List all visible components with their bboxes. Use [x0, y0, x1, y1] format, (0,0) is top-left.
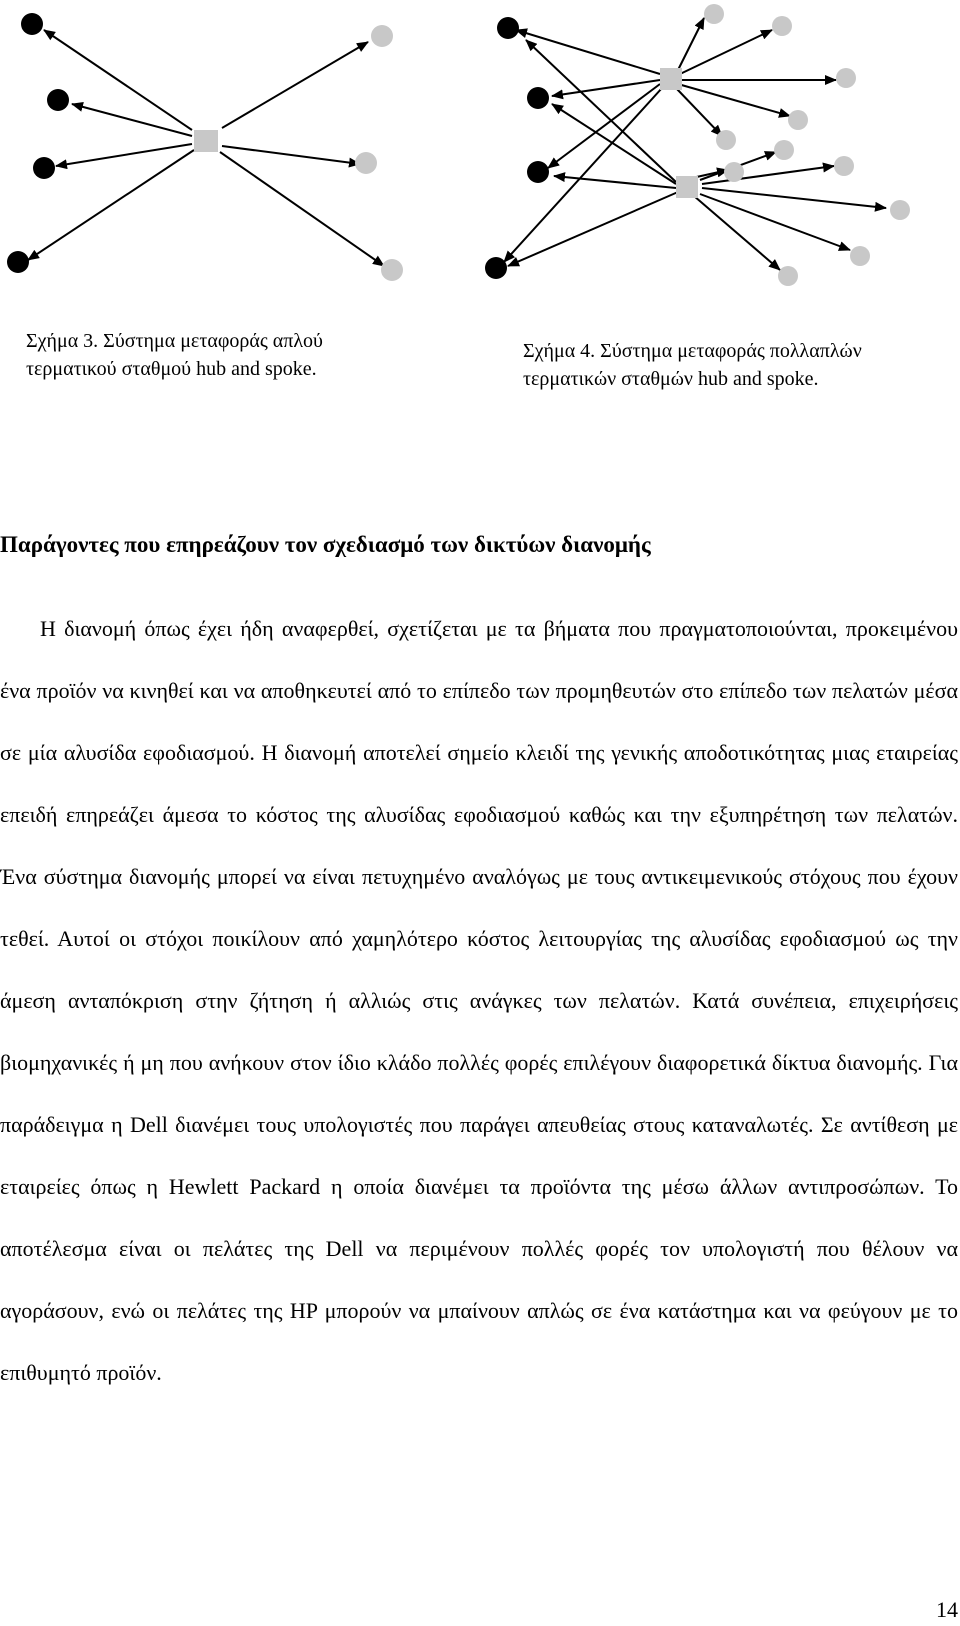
origin-nodes: [7, 13, 69, 273]
arrow: [552, 80, 660, 96]
section-heading: Παράγοντες που επηρεάζουν τον σχεδιασμό των δικτύων διανομής: [0, 532, 651, 557]
destination-node: [381, 259, 403, 281]
arrow: [552, 104, 676, 184]
hub-node: [676, 176, 698, 198]
arrow: [678, 84, 790, 116]
destination-node: [836, 68, 856, 88]
arrow: [72, 104, 192, 136]
destination-node: [704, 4, 724, 24]
origin-node: [527, 87, 549, 109]
destination-node: [850, 246, 870, 266]
origin-node: [527, 161, 549, 183]
destination-node: [772, 16, 792, 36]
arrow: [702, 166, 834, 184]
page-number: 14: [936, 1597, 958, 1622]
destination-node: [890, 200, 910, 220]
destination-node: [716, 130, 736, 150]
origin-node: [485, 257, 507, 279]
figure-4-diagram: [480, 0, 950, 310]
figure-3-diagram: [0, 0, 440, 310]
origin-node: [21, 13, 43, 35]
origin-node: [33, 157, 55, 179]
destination-node: [834, 156, 854, 176]
arrow: [222, 42, 368, 128]
destination-node: [774, 140, 794, 160]
destination-nodes: [704, 4, 910, 286]
destination-node: [371, 25, 393, 47]
destination-node: [788, 110, 808, 130]
destination-node: [724, 162, 744, 182]
origin-node: [497, 17, 519, 39]
arrow: [222, 146, 360, 164]
destination-node: [355, 152, 377, 174]
figure-4-caption: Σχήμα 4. Σύστημα μεταφοράς πολλαπλών τερματικών σταθμών hub and spoke.: [523, 340, 862, 390]
arrow: [56, 144, 192, 166]
body-paragraph: Η διανομή όπως έχει ήδη αναφερθεί, σχετίζεται με τα βήματα που πραγματοποιούνται, προκειμένου ένα προϊόν να κινηθεί και να αποθηκευτεί από το επίπεδο των προμηθευτών στο επίπεδο των πελατών μέσα σε μία αλυσίδα εφοδιασμού. Η διανομή αποτελεί σημείο κλειδί της γενικής αποδοτικότητας μιας εταιρείας επειδή επηρεάζει άμεσα το κόστος της αλυσίδας εφοδιασμού καθώς και την εξυπηρέτηση των πελατών. Ένα σύστημα διανομής μπορεί να είναι πετυχημένο αναλόγως με τους αντικειμενικούς στόχους που έχουν τεθεί. Αυτοί οι στόχοι ποικίλουν από χαμηλότερο κόστος λειτουργίας της αλυσίδας εφοδιασμού ως την άμεση ανταπόκριση στην ζήτηση ή αλλιώς στις ανάγκες των πελατών. Κατά συνέπεια, επιχειρήσεις βιομηχανικές ή μη που ανήκουν στον ίδιο κλάδο πολλές φορές επιλέγουν διαφορετικά δίκτυα διανομής. Για παράδειγμα η Dell διανέμει τους υπολογιστές που παράγει απευθείας στους καταναλωτές. Σε αντίθεση με εταιρείες όπως η Hewlett Packard η οποία διανέμει τα προϊόντα της μέσω άλλων αντιπροσώπων. Το αποτέλεσμα είναι οι πελάτες της Dell να περιμένουν πολλές φορές τον υπολογιστή που θέλουν να αγοράσουν, ενώ οι πελάτες της HP μπορούν να μπαίνουν απλώς σε ένα κατάστημα και να φεύγουν με το επιθυμητό προϊόν.: [0, 616, 958, 1385]
arrow: [548, 84, 660, 168]
hub-node: [660, 68, 682, 90]
origin-node: [47, 89, 69, 111]
destination-nodes: [355, 25, 403, 281]
destination-node: [778, 266, 798, 286]
hub-node: [194, 130, 218, 152]
arrow: [44, 30, 192, 130]
origin-nodes: [485, 17, 549, 279]
arrow: [526, 40, 676, 182]
figure-4-arrows: [504, 18, 886, 270]
arrow: [678, 18, 704, 70]
origin-node: [7, 251, 29, 273]
figure-3-caption: Σχήμα 3. Σύστημα μεταφοράς απλού τερματικού σταθμού hub and spoke.: [26, 330, 323, 380]
